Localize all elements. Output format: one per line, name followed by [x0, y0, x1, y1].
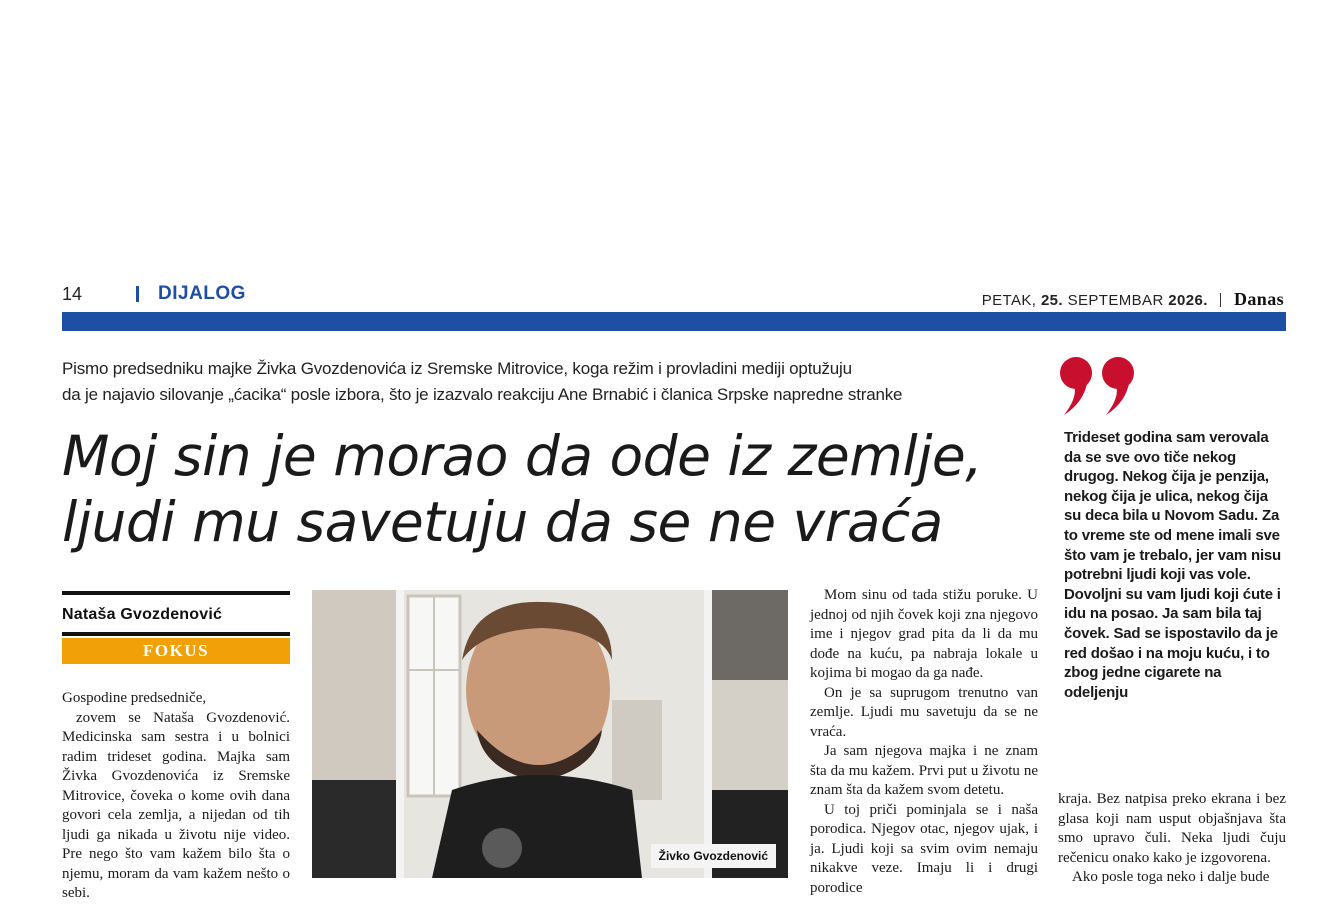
body-column-1 — [62, 689, 290, 904]
body-paragraph: kraja. Bez natpisa preko ekrana i bez glasa koji nam usput objašnjava šta smo upravo čuli. Neka ljudi čuju rečenicu onako kako je izgovorena. — [1058, 791, 1286, 866]
photo-illustration — [312, 590, 788, 878]
body-paragraph: U toj priči pominjala se i naša porodica. Njegov otac, njegov ujak, i ja. Ljudi koji sa svim ovim nemaju nikakve veze. Imaju li i drugi porodice — [810, 801, 1038, 896]
headline-line: ljudi mu savetuju da se ne vraća — [62, 490, 943, 554]
date-month: SEPTEMBAR — [1067, 292, 1164, 309]
section-divider — [136, 286, 139, 302]
salutation: Gospodine predsedniče, — [62, 690, 207, 706]
kicker-line: da je najavio silovanje „ćacika“ posle izbora, što je izazvalo reakciju Ane Brnabić i članica Srpske napredne stranke — [62, 385, 903, 404]
author-name: Nataša Gvozdenović — [62, 606, 223, 623]
body-paragraph: zovem se Nataša Gvozdenović. Medicinska sam sestra i u bolnici radim trideset godina. Majka sam Živka Gvozdenovića iz Sremske Mitrovice, čoveka o kome ovih dana govori cela zemlja, a nijedan od tih ljudi ga nikada u životu nije video. Pre nego što vam kažem bilo šta o njemu, moram da vam kažem nešto o sebi. — [62, 709, 290, 901]
newspaper-brand: Danas — [1233, 289, 1284, 309]
byline-rule — [62, 591, 290, 595]
photo-caption-box — [651, 844, 776, 868]
date-year: 2026. — [1168, 292, 1208, 309]
article-photo — [312, 590, 788, 878]
article-kicker — [62, 356, 1032, 408]
closing-double-quote-icon — [1058, 355, 1140, 417]
page-number: 14 — [62, 284, 83, 304]
body-column-4 — [1058, 790, 1286, 888]
dateline-separator — [1220, 293, 1221, 307]
byline-rule — [62, 632, 290, 636]
body-column-3 — [810, 586, 1038, 898]
section-tag-label: FOKUS — [142, 641, 210, 660]
dateline — [982, 289, 1284, 310]
date-day-of-week: PETAK, — [981, 292, 1037, 309]
body-paragraph: Ako posle toga neko i dalje bude — [1072, 869, 1270, 885]
header-rule — [62, 312, 1286, 331]
pull-quote: Trideset godina sam verovala da se sve ovo tiče nekog drugog. Nekog čija je penzija, nekog čija je ulica, nekog čija su deca bila u Novom Sadu. Za to vreme ste od mene imali sve što vam je trebalo, jer vam nisu potrebni ljudi koji vas vole. Dovoljni su vam ljudi koji ćute i idu na posao. Ja sam bila taj čovek. Sad se ispostavilo da je red došao i na moju kuću, i to zbog jedne cigarete na odeljenju — [1064, 429, 1282, 701]
photo-caption: Živko Gvozdenović — [658, 849, 768, 863]
section-tag — [62, 638, 290, 664]
article-headline — [62, 423, 1052, 555]
headline-line: Moj sin je morao da ode iz zemlje, — [62, 424, 983, 488]
body-paragraph: On je sa suprugom trenutno van zemlje. Ljudi mu savetuju da se ne vraća. — [810, 684, 1038, 740]
body-paragraph: Mom sinu od tada stižu poruke. U jednoj od njih čovek koji zna njegovo ime i njegov grad pita da li da mu dođe na kuću, pa nabraja lokale u kojima bi mogao da ga nađe. — [810, 587, 1038, 681]
body-paragraph: Ja sam njegova majka i ne znam šta da mu kažem. Prvi put u životu ne znam šta da kažem svom detetu. — [810, 743, 1038, 798]
date-day: 25. — [1040, 292, 1063, 309]
section-name: DIJALOG — [158, 283, 246, 304]
kicker-line: Pismo predsedniku majke Živka Gvozdenovića iz Sremske Mitrovice, koga režim i provladini mediji optužuju — [62, 359, 852, 378]
